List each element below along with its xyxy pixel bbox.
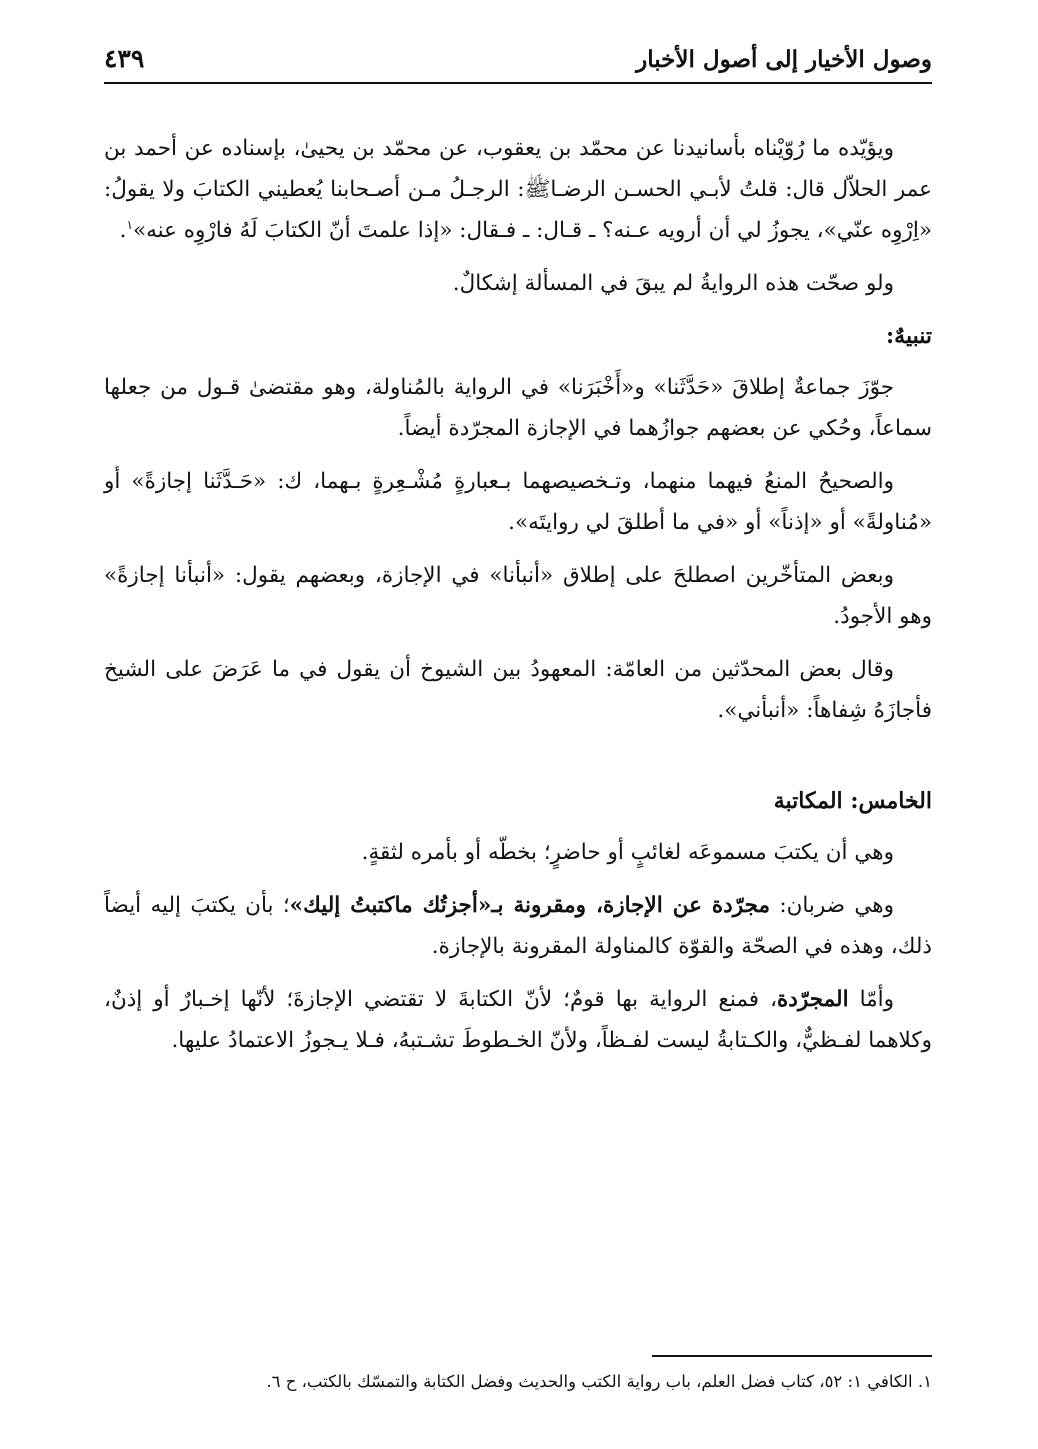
page-number: ٤٣٩ [104, 44, 145, 73]
running-header [104, 38, 932, 84]
notice-heading: تنبيهٌ: [886, 323, 932, 349]
book-title: وصول الأخيار إلى أصول الأخبار [636, 46, 932, 73]
bold-term: بـ«أجزتُك ماكتبتُ إليك» [289, 893, 514, 918]
paragraph: وهي أن يكتبَ مسموعَه لغائبٍ أو حاضرٍ؛ بخطّه أو بأمره لثقةٍ. [361, 840, 894, 865]
bold-term: المجرّدة [777, 987, 849, 1012]
paragraph: وقال بعض المحدّثين من العامّة: المعهودُ بين الشيوخ أن يقول في ما عَرَضَ على الشيخ فأجازَهُ شِفاهاً: «أنبأني». [104, 657, 932, 723]
paragraph: وبعض المتأخّرين اصطلحَ على إطلاق «أنبأنا» في الإجازة، وبعضهم يقول: «أنبأنا إجازةً» وهو الأجودُ. [104, 563, 932, 629]
section-heading: الخامس: المكاتبة [773, 788, 932, 814]
paragraph: جوّزَ جماعةٌ إطلاقَ «حَدَّثَنا» و«أَخْبَرَنا» في الرواية بالمُناولة، وهو مقتضىٰ قـول من جعلها سماعاً، وحُكي عن بعضهم جوازُهما في الإجازة المجرّدة أيضاً. [104, 375, 932, 441]
paragraph: ولو صحّت هذه الروايةُ لم يبقَ في المسألة إشكالٌ. [452, 271, 894, 296]
text-run: وأمّا [848, 987, 894, 1012]
bold-term: مجرّدة عن الإجازة، ومقرونة [513, 893, 770, 918]
paragraph-text: ويؤيّده ما رُوّيْناه بأسانيدنا عن محمّد بن يعقوب، عن محمّد بن يحيىٰ، بإسناده عن أحمد بن عمر الحلاّل قال: قلتُ لأبـي الحسـن الرضـاﷺ: الرجـلُ مـن أصـحابنا يُعطيني الكتابَ ولا يقولُ: «اِرْوِه عنّي»، يجوزُ لي أن أرويه عـنه؟ ـ قـال: ـ فـقال: «إذا علمتَ أنّ الكتابَ لَهُ فارْوِه عنه» [104, 136, 932, 243]
footnote-divider [652, 1355, 932, 1357]
main-text [104, 128, 932, 1073]
footnote-reference: ١ [126, 217, 133, 232]
footnote: ١. الكافي ١: ٥٢، كتاب فضل العلم، باب رواية الكتب والحديث وفضل الكتابة والتمسّك بالكتب، ح ٦. [266, 1372, 932, 1391]
paragraph [104, 885, 932, 967]
text-run: ؛ بأن يكتبَ إليه أيضاً ذلك، وهذه في الصحّة والقوّة كالمناولة المقرونة بالإجازة. [104, 893, 932, 959]
text-run: وهي ضربان: [769, 893, 894, 918]
paragraph [104, 979, 932, 1061]
paragraph: والصحيحُ المنعُ فيهما منهما، وتـخصيصهما بـعبارةٍ مُشْـعِرةٍ بـهما، ك: «حَـدَّثَنا إجازةً» أو «مُناولةً» أو «إذناً» أو «في ما أطلقَ لي روايتَه». [104, 469, 932, 535]
text-run: ، فمنع الرواية بها قومٌ؛ لأنّ الكتابةَ لا تقتضي الإجازةَ؛ لأنّها إخـبارٌ أو إذنٌ، وكلاهما لفـظيٌّ، والكـتابةُ ليست لفـظاً، ولأنّ الخـطوطَ تشـتبهُ، فـلا يـجوزُ الاعتمادُ عليها. [104, 987, 932, 1053]
paragraph: ويؤيّده ما رُوّيْناه بأسانيدنا عن محمّد بن يعقوب، عن محمّد بن يحيىٰ، بإسناده عن أحمد بن عمر الحلاّل قال: قلتُ لأبـي الحسـن الرضـاﷺ: الرجـلُ مـن أصـحابنا يُعطيني الكتابَ ولا يقولُ: «اِرْوِه عنّي»، يجوزُ لي أن أرويه عـنه؟ ـ قـال: ـ فـقال: «إذا علمتَ أنّ الكتابَ لَهُ فارْوِه عنه»$^١$. [104, 136, 932, 243]
